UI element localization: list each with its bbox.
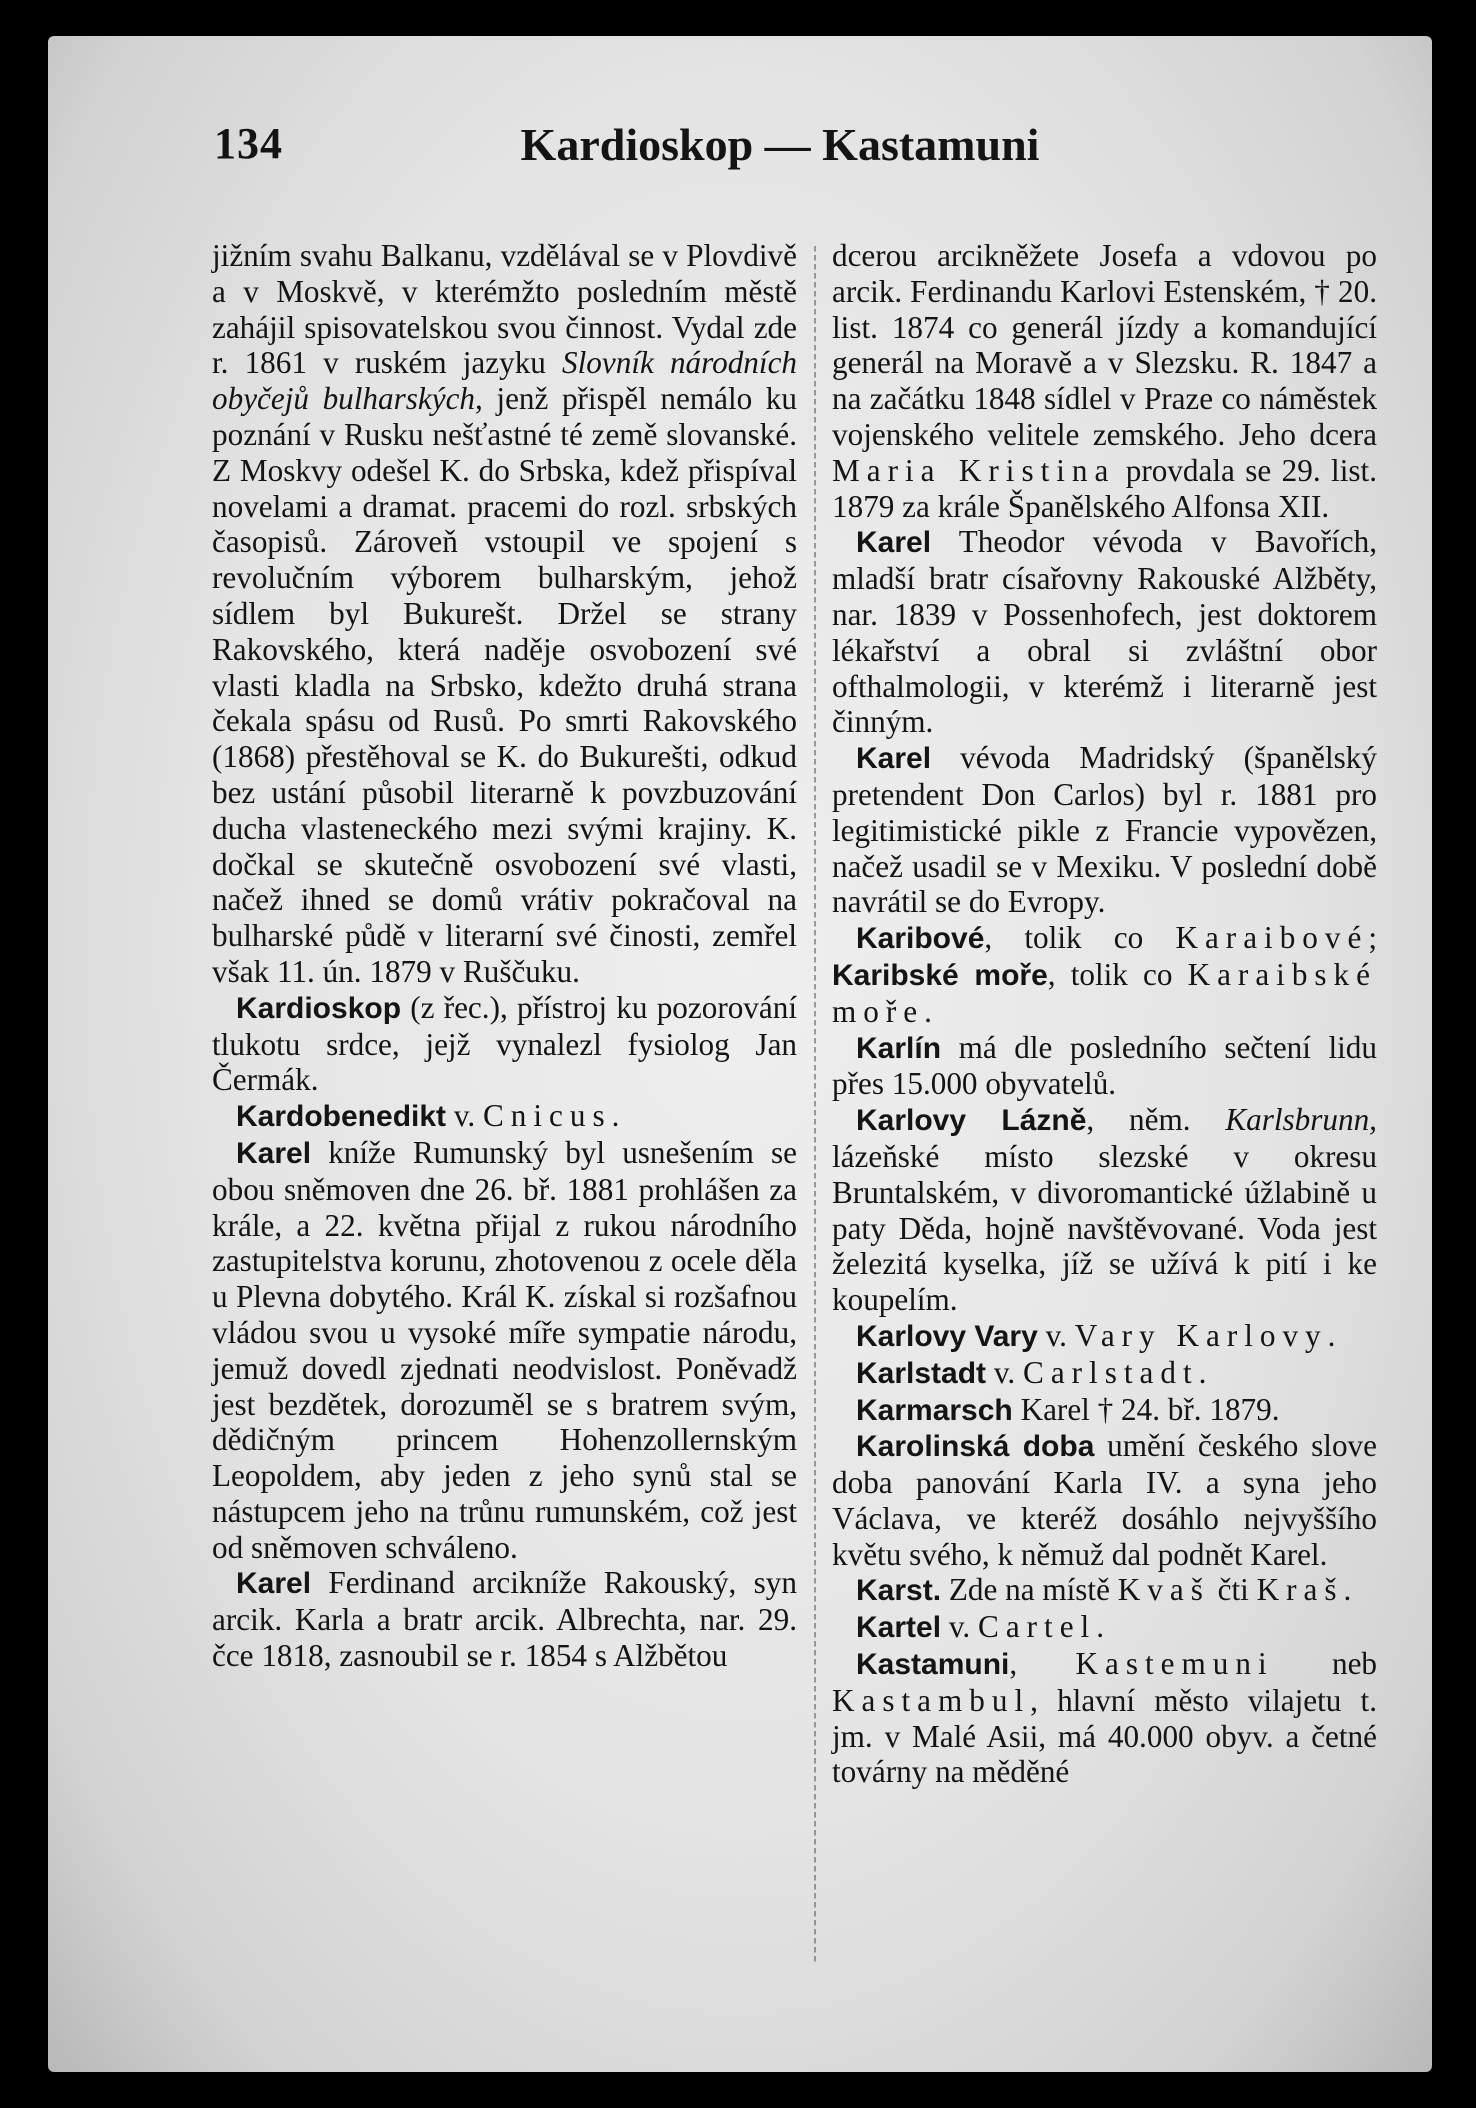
book-title: Slovník národních obyčejů bulharských, bbox=[212, 345, 798, 417]
entry-karel-theodor: Karel Theodor vévoda v Bavořích, mladší bratr císařovny Rakouské Alžběty, nar. 1839 v Possenhofech, jest doktorem lékařství a obral si zvláštní obor ofthalmologii, v kterémž i literarně jest činným. bbox=[832, 524, 1377, 740]
book-page bbox=[48, 36, 1432, 2072]
entry-karel-rumunsky: Karel kníže Rumunský byl usnešením se obou sněmoven dne 26. bř. 1881 prohlášen za krále, a 22. května přijal z rukou národního zastupitelstva korunu, zhotovenou z ocele děla u Plevna dobytého. Král K. získal si rozšafnou vládou svou u vysoké míře sympatie národu, jemuž dovedl zjednati neodvislost. Poněvadž jest bezdětek, dorozuměl se s bratrem svým, dědičným princem Hohenzollernským Leopoldem, aby jeden z jeho synů stal se nástupcem jeho na trůnu rumunském, což jest od sněmoven schváleno. bbox=[212, 1134, 797, 1565]
entry-kastamuni: Kastamuni, Kastemuni neb Kastambul, hlavní město vilajetu t. jm. v Malé Asii, má 40.000 obyv. a četné továrny na měděné bbox=[832, 1646, 1378, 1790]
entry-karibove: Karibové, tolik co Karaibové; Karibské moře, tolik co Karaibské moře. bbox=[832, 920, 1377, 1029]
entry-head: Karel bbox=[856, 742, 932, 776]
entry-head: Karibské moře bbox=[832, 958, 1048, 992]
right-column bbox=[832, 238, 1377, 1790]
entry-head: Karlovy Vary bbox=[856, 1319, 1038, 1353]
entry-head: Kartel bbox=[856, 1611, 942, 1645]
entry-head: Karibové bbox=[856, 922, 985, 956]
entry-karlin: Karlín má dle posledního sečtení lidu přes 15.000 obyvatelů. bbox=[832, 1029, 1377, 1102]
cross-reference: Carlstadt bbox=[1023, 1354, 1199, 1390]
page-number: 134 bbox=[214, 119, 283, 168]
running-title: Kardioskop — Kastamuni bbox=[520, 119, 1040, 170]
spaced-word: Kvaš bbox=[1117, 1572, 1210, 1608]
entry-karmarsch: Karmarsch Karel † 24. bř. 1879. bbox=[856, 1391, 1280, 1427]
entry-head: Karlovy Lázně bbox=[856, 1104, 1087, 1138]
spaced-name: Maria Kristina bbox=[832, 452, 1116, 488]
entry-kartel: Kartel v. Cartel. bbox=[856, 1609, 1105, 1645]
entry-karst: Karst. Zde na místě Kvaš čti Kraš. bbox=[856, 1572, 1352, 1608]
entry-karolinska-doba: Karolinská doba umění českého slove doba panování Karla IV. a syna jeho Václava, ve kteréž dosáhlo nejvyššího květu svého, k němuž dal podnět Karel. bbox=[832, 1428, 1377, 1572]
column-divider bbox=[814, 246, 816, 1964]
entry-head: Kardioskop bbox=[236, 991, 402, 1025]
entry-continuation: jižním svahu Balkanu, vzdělával se v Plovdivě a v Moskvě, v kterémžto posledním městě zahájil spisovatelskou svou činnost. Vydal zde r. 1861 v ruském jazyku Slovník národních obyčejů bulharských, jenž přispěl nemálo ku poznání v Rusku nešťastné té země slovanské. Z Moskvy odešel K. do Srbska, kdež přispíval novelami a dramat. pracemi do rozl. srbských časopisů. Zároveň vstoupil ve spojení s revolučním výborem bulharským, jehož sídlem byl Bukurešt. Držel se strany Rakovského, která naděje osvobození své vlasti kladla na Srbsko, kdežto druhá strana čekala spásu od Rusů. Po smrti Rakovského (1868) přestěhoval se K. do Bukurešti, odkud bez ustání působil literarně k povzbuzování ducha vlasteneckého mezi svými krajiny. K. dočkal se skutečně osvobození své vlasti, načež ihned se domů vrátiv pokračoval na bulharské půdě v literarní své činosti, zemřel však 11. ún. 1879 v Ruščuku. bbox=[212, 238, 798, 989]
entry-head: Kastamuni bbox=[856, 1648, 1010, 1682]
cross-reference: Cartel bbox=[978, 1609, 1097, 1645]
entry-head: Karst. bbox=[856, 1574, 942, 1608]
entry-karlstadt: Karlstadt v. Carlstadt. bbox=[856, 1354, 1207, 1390]
spaced-word: Kastambul bbox=[832, 1682, 1031, 1718]
entry-head: Karlstadt bbox=[856, 1356, 987, 1390]
cross-reference: Karaibské moře bbox=[832, 956, 1377, 1029]
cross-reference: Vary Karlovy bbox=[1074, 1317, 1328, 1353]
cross-reference: Karaibové bbox=[1175, 920, 1369, 956]
entry-head: Karlín bbox=[856, 1031, 942, 1065]
entry-head: Karel bbox=[236, 1567, 312, 1601]
entry-head: Karel bbox=[856, 526, 932, 560]
entry-kardobenedikt: Kardobenedikt v. Cnicus. bbox=[236, 1098, 620, 1134]
entry-karlovy-vary: Karlovy Vary v. Vary Karlovy. bbox=[856, 1317, 1336, 1353]
page-header bbox=[48, 118, 1432, 194]
entry-head: Karel bbox=[236, 1136, 312, 1170]
entry-karlovy-lazne: Karlovy Lázně, něm. Karlsbrunn, lázeňské místo slezské v okresu Bruntalském, v divoromantické úžlabině u paty Děda, hojně navštěvované. Voda jest železitá kyselka, jíž se užívá k pití i ke koupelím. bbox=[832, 1102, 1377, 1318]
left-column bbox=[212, 238, 797, 1674]
entry-karel-madridsky: Karel vévoda Madridský (španělský pretendent Don Carlos) byl r. 1881 pro legitimistické pikle z Francie vypovězen, načež usadil se v Mexiku. V poslední době navrátil se do Evropy. bbox=[832, 740, 1377, 920]
spaced-word: Kraš bbox=[1256, 1572, 1344, 1608]
entry-kardioskop: Kardioskop (z řec.), přístroj ku pozorování tlukotu srdce, jejž vynalezl fysiolog Jan Čermák. bbox=[212, 989, 797, 1098]
spaced-word: Kastemuni bbox=[1075, 1646, 1274, 1682]
entry-continuation: dcerou arcikněžete Josefa a vdovou po arcik. Ferdinandu Karlovi Estenském, † 20. list. 1874 co generál jízdy a komandující generál na Moravě a v Slezsku. R. 1847 a na začátku 1848 sídlel v Praze co náměstek vojenského velitele zemského. Jeho dcera Maria Kristina provdala se 29. list. 1879 za krále Španělského Alfonsa XII. bbox=[832, 238, 1377, 524]
entry-head: Karolinská doba bbox=[856, 1430, 1095, 1464]
cross-reference: Cnicus bbox=[483, 1098, 612, 1134]
german-name: Karlsbrunn, bbox=[1225, 1102, 1377, 1138]
entry-head: Kardobenedikt bbox=[236, 1100, 447, 1134]
entry-head: Karmarsch bbox=[856, 1393, 1013, 1427]
entry-karel-ferdinand: Karel Ferdinand arcikníže Rakouský, syn arcik. Karla a bratr arcik. Albrechta, nar. 29. čce 1818, zasnoubil se r. 1854 s Alžbětou bbox=[212, 1565, 797, 1674]
